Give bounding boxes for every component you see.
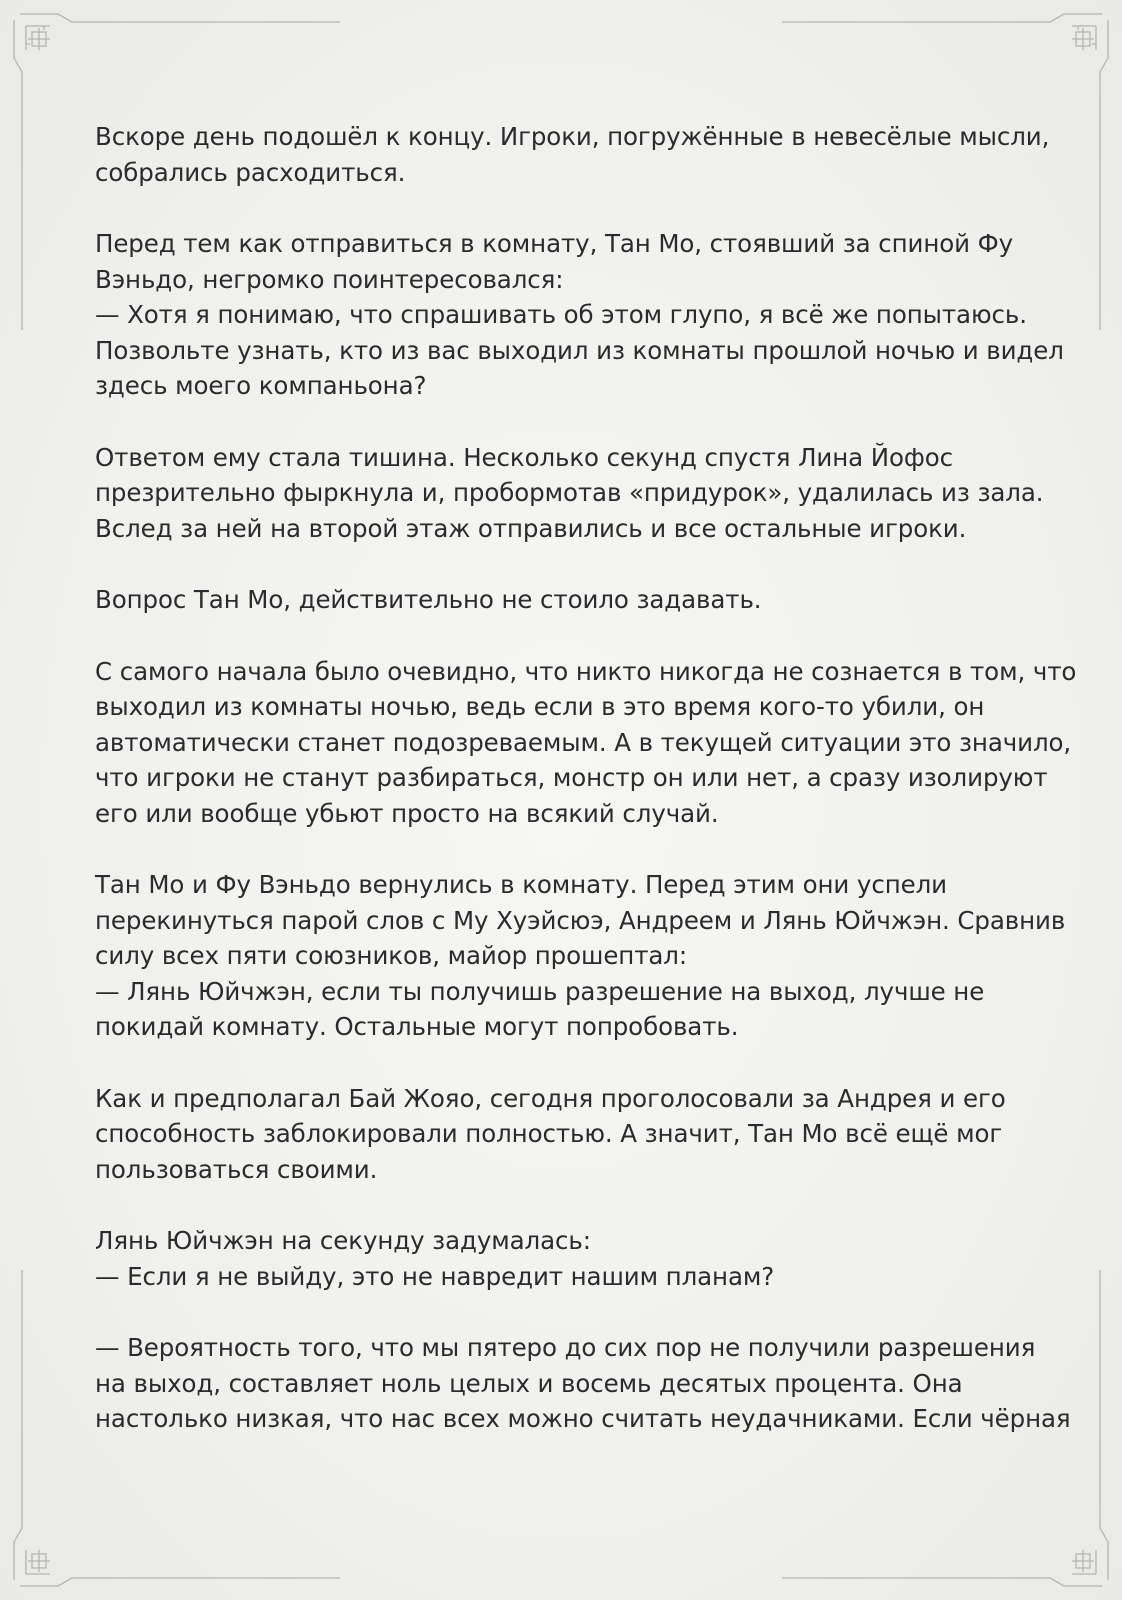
text-line: его или вообще убьют просто на всякий случай. [95, 798, 719, 828]
paragraph [95, 582, 1030, 618]
text-line: выходил из комнаты ночью, ведь если в это время кого-то убили, он [95, 692, 985, 721]
text-line: что игроки не станут разбираться, монстр он или нет, а сразу изолируют [95, 763, 1048, 792]
text-line: Тан Мо и Фу Вэньдо вернулись в комнату. Перед этим они успели [95, 870, 947, 899]
paragraph [95, 654, 1077, 832]
paragraph [95, 226, 1064, 404]
paragraph [95, 1223, 1030, 1294]
text-line: Позвольте узнать, кто из вас выходил из комнаты прошлой ночью и видел [95, 335, 1064, 365]
paragraph [95, 1081, 1030, 1188]
text-line: Как и предполагал Бай Жояо, сегодня проголосовали за Андрея и его [95, 1083, 1006, 1113]
paragraph [95, 867, 1066, 1045]
text-line: Перед тем как отправиться в комнату, Тан Мо, стоявший за спиной Фу [95, 229, 1014, 258]
text-line: перекинуться парой слов с Му Хуэйсюэ, Андреем и Лянь Юйчжэн. Сравнив [95, 905, 1066, 935]
text-line: покидай комнату. Остальные могут попробовать. [95, 1012, 739, 1041]
paragraph [95, 119, 1050, 190]
text-line: Вслед за ней на второй этаж отправились и все остальные игроки. [95, 513, 967, 543]
text-line: Лянь Юйчжэн на секунду задумалась: [95, 1226, 591, 1255]
text-line: автоматически станет подозреваемым. А в текущей ситуации это значило, [95, 727, 1072, 757]
document-body [95, 119, 1077, 1473]
text-line: силу всех пяти союзников, майор прошептал: [95, 941, 688, 970]
text-line: Вэньдо, негромко поинтересовался: [95, 264, 564, 294]
paragraph [95, 1330, 1071, 1437]
text-line: Вскоре день подошёл к концу. Игроки, погружённые в невесёлые мысли, [95, 122, 1050, 151]
text-line: Ответом ему стала тишина. Несколько секунд спустя Лина Йофос [95, 442, 953, 472]
text-line: способность заблокировали полностью. А значит, Тан Мо всё ещё мог [95, 1119, 1003, 1148]
text-line: собрались расходиться. [95, 157, 406, 187]
text-line: С самого начала было очевидно, что никто никогда не сознается в том, что [95, 656, 1077, 686]
text-line: презрительно фыркнула и, пробормотав «придурок», удалилась из зала. [95, 478, 1044, 507]
text-line: на выход, составляет ноль целых и восемь десятых процента. Она [95, 1368, 963, 1398]
paragraph [95, 440, 1044, 547]
text-line: — Лянь Юйчжэн, если ты получишь разрешение на выход, лучше не [95, 976, 985, 1006]
text-line: — Вероятность того, что мы пятеро до сих пор не получили разрешения [95, 1333, 1036, 1362]
text-line: Вопрос Тан Мо, действительно не стоило задавать. [95, 585, 762, 614]
text-line: здесь моего компаньона? [95, 371, 427, 400]
text-line: — Хотя я понимаю, что спрашивать об этом глупо, я всё же попытаюсь. [95, 300, 1027, 329]
text-line: настолько низкая, что нас всех можно считать неудачниками. Если чёрная [95, 1404, 1071, 1433]
text-line: пользоваться своими. [95, 1154, 378, 1184]
text-line: — Если я не выйду, это не навредит нашим планам? [95, 1261, 775, 1291]
